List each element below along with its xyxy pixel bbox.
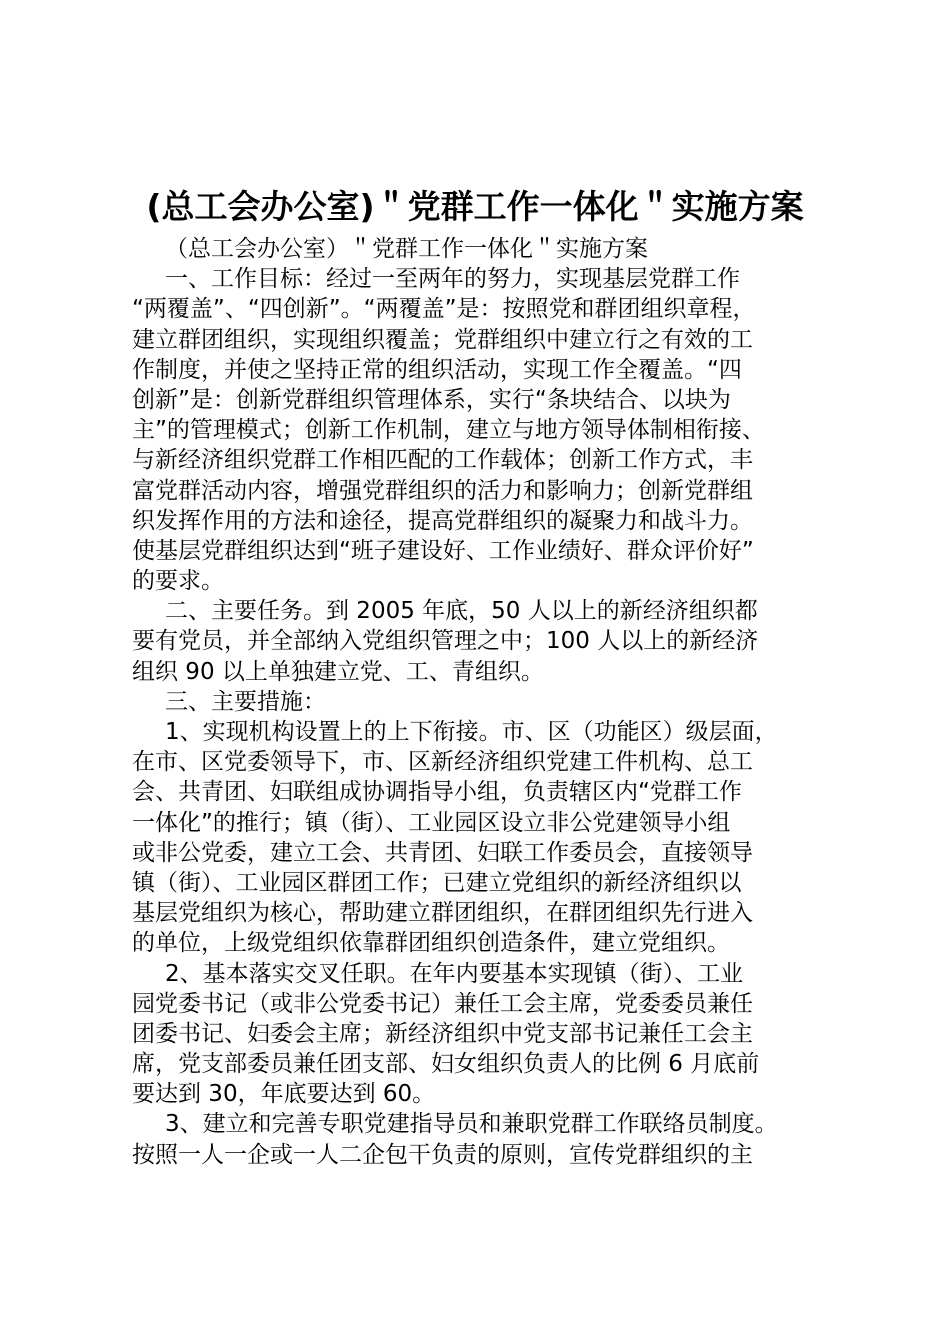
text-line: 按照一人一企或一人二企包干负责的原则，宣传党群组织的主 bbox=[132, 1141, 753, 1168]
text-line: “两覆盖”、“四创新”。“两覆盖”是：按照党和群团组织章程， bbox=[132, 296, 756, 323]
text-line: 基层党组织为核心，帮助建立群团组织，在群团组织先行进入 bbox=[132, 900, 753, 927]
text-line: 一体化”的推行；镇（街）、工业园区设立非公党建领导小组 bbox=[132, 809, 731, 836]
text-line: 织发挥作用的方法和途径，提高党群组织的凝聚力和战斗力。 bbox=[132, 507, 753, 534]
text-line: 三、主要措施： bbox=[165, 688, 326, 715]
text-line: 园党委书记（或非公党委书记）兼任工会主席，党委委员兼任 bbox=[132, 990, 753, 1017]
text-line: 使基层党群组织达到“班子建设好、工作业绩好、群众评价好” bbox=[132, 537, 754, 564]
text-line: 作制度，并使之坚持正常的组织活动，实现工作全覆盖。“四 bbox=[132, 356, 742, 383]
text-line: 组织 90 以上单独建立党、工、青组织。 bbox=[132, 658, 544, 685]
text-line: 在市、区党委领导下，市、区新经济组织党建工件机构、总工 bbox=[132, 749, 753, 776]
text-line: 或非公党委，建立工会、共青团、妇联工作委员会，直接领导 bbox=[132, 839, 753, 866]
text-line: 要有党员，并全部纳入党组织管理之中；100 人以上的新经济 bbox=[132, 628, 759, 655]
text-line: 会、共青团、妇联组成协调指导小组，负责辖区内“党群工作 bbox=[132, 779, 742, 806]
text-line: 一、工作目标：经过一至两年的努力，实现基层党群工作 bbox=[165, 266, 740, 293]
text-line: 1、实现机构设置上的上下衔接。市、区（功能区）级层面， bbox=[165, 719, 778, 745]
text-line: 镇（街）、工业园区群团工作；已建立党组织的新经济组织以 bbox=[132, 869, 742, 896]
text-line: 要达到 30，年底要达到 60。 bbox=[132, 1081, 436, 1108]
document-title: (总工会办公室)＂党群工作一体化＂实施方案 bbox=[146, 187, 804, 226]
text-line: 主”的管理模式；创新工作机制，建立与地方领导体制相衔接、 bbox=[132, 417, 765, 444]
text-line: 3、建立和完善专职党建指导员和兼职党群工作联络员制度。 bbox=[165, 1111, 778, 1138]
document-body bbox=[132, 234, 852, 1170]
text-line: （总工会办公室）＂党群工作一体化＂实施方案 bbox=[165, 236, 648, 262]
text-line: 创新”是：创新党群组织管理体系，实行“条块结合、以块为 bbox=[132, 386, 731, 413]
text-line: 团委书记、妇委会主席；新经济组织中党支部书记兼任工会主 bbox=[132, 1020, 753, 1047]
text-line: 建立群团组织，实现组织覆盖；党群组织中建立行之有效的工 bbox=[132, 326, 753, 353]
text-line: 的要求。 bbox=[132, 568, 224, 595]
text-line: 二、主要任务。到 2005 年底，50 人以上的新经济组织都 bbox=[165, 598, 758, 625]
text-line: 的单位，上级党组织依靠群团组织创造条件，建立党组织。 bbox=[132, 930, 730, 957]
text-line: 与新经济组织党群工作相匹配的工作载体；创新工作方式，丰 bbox=[132, 447, 753, 474]
text-line: 2、基本落实交叉任职。在年内要基本实现镇（街）、工业 bbox=[165, 960, 744, 987]
text-line: 富党群活动内容，增强党群组织的活力和影响力；创新党群组 bbox=[132, 477, 753, 504]
text-line: 席，党支部委员兼任团支部、妇女组织负责人的比例 6 月底前 bbox=[132, 1051, 760, 1078]
